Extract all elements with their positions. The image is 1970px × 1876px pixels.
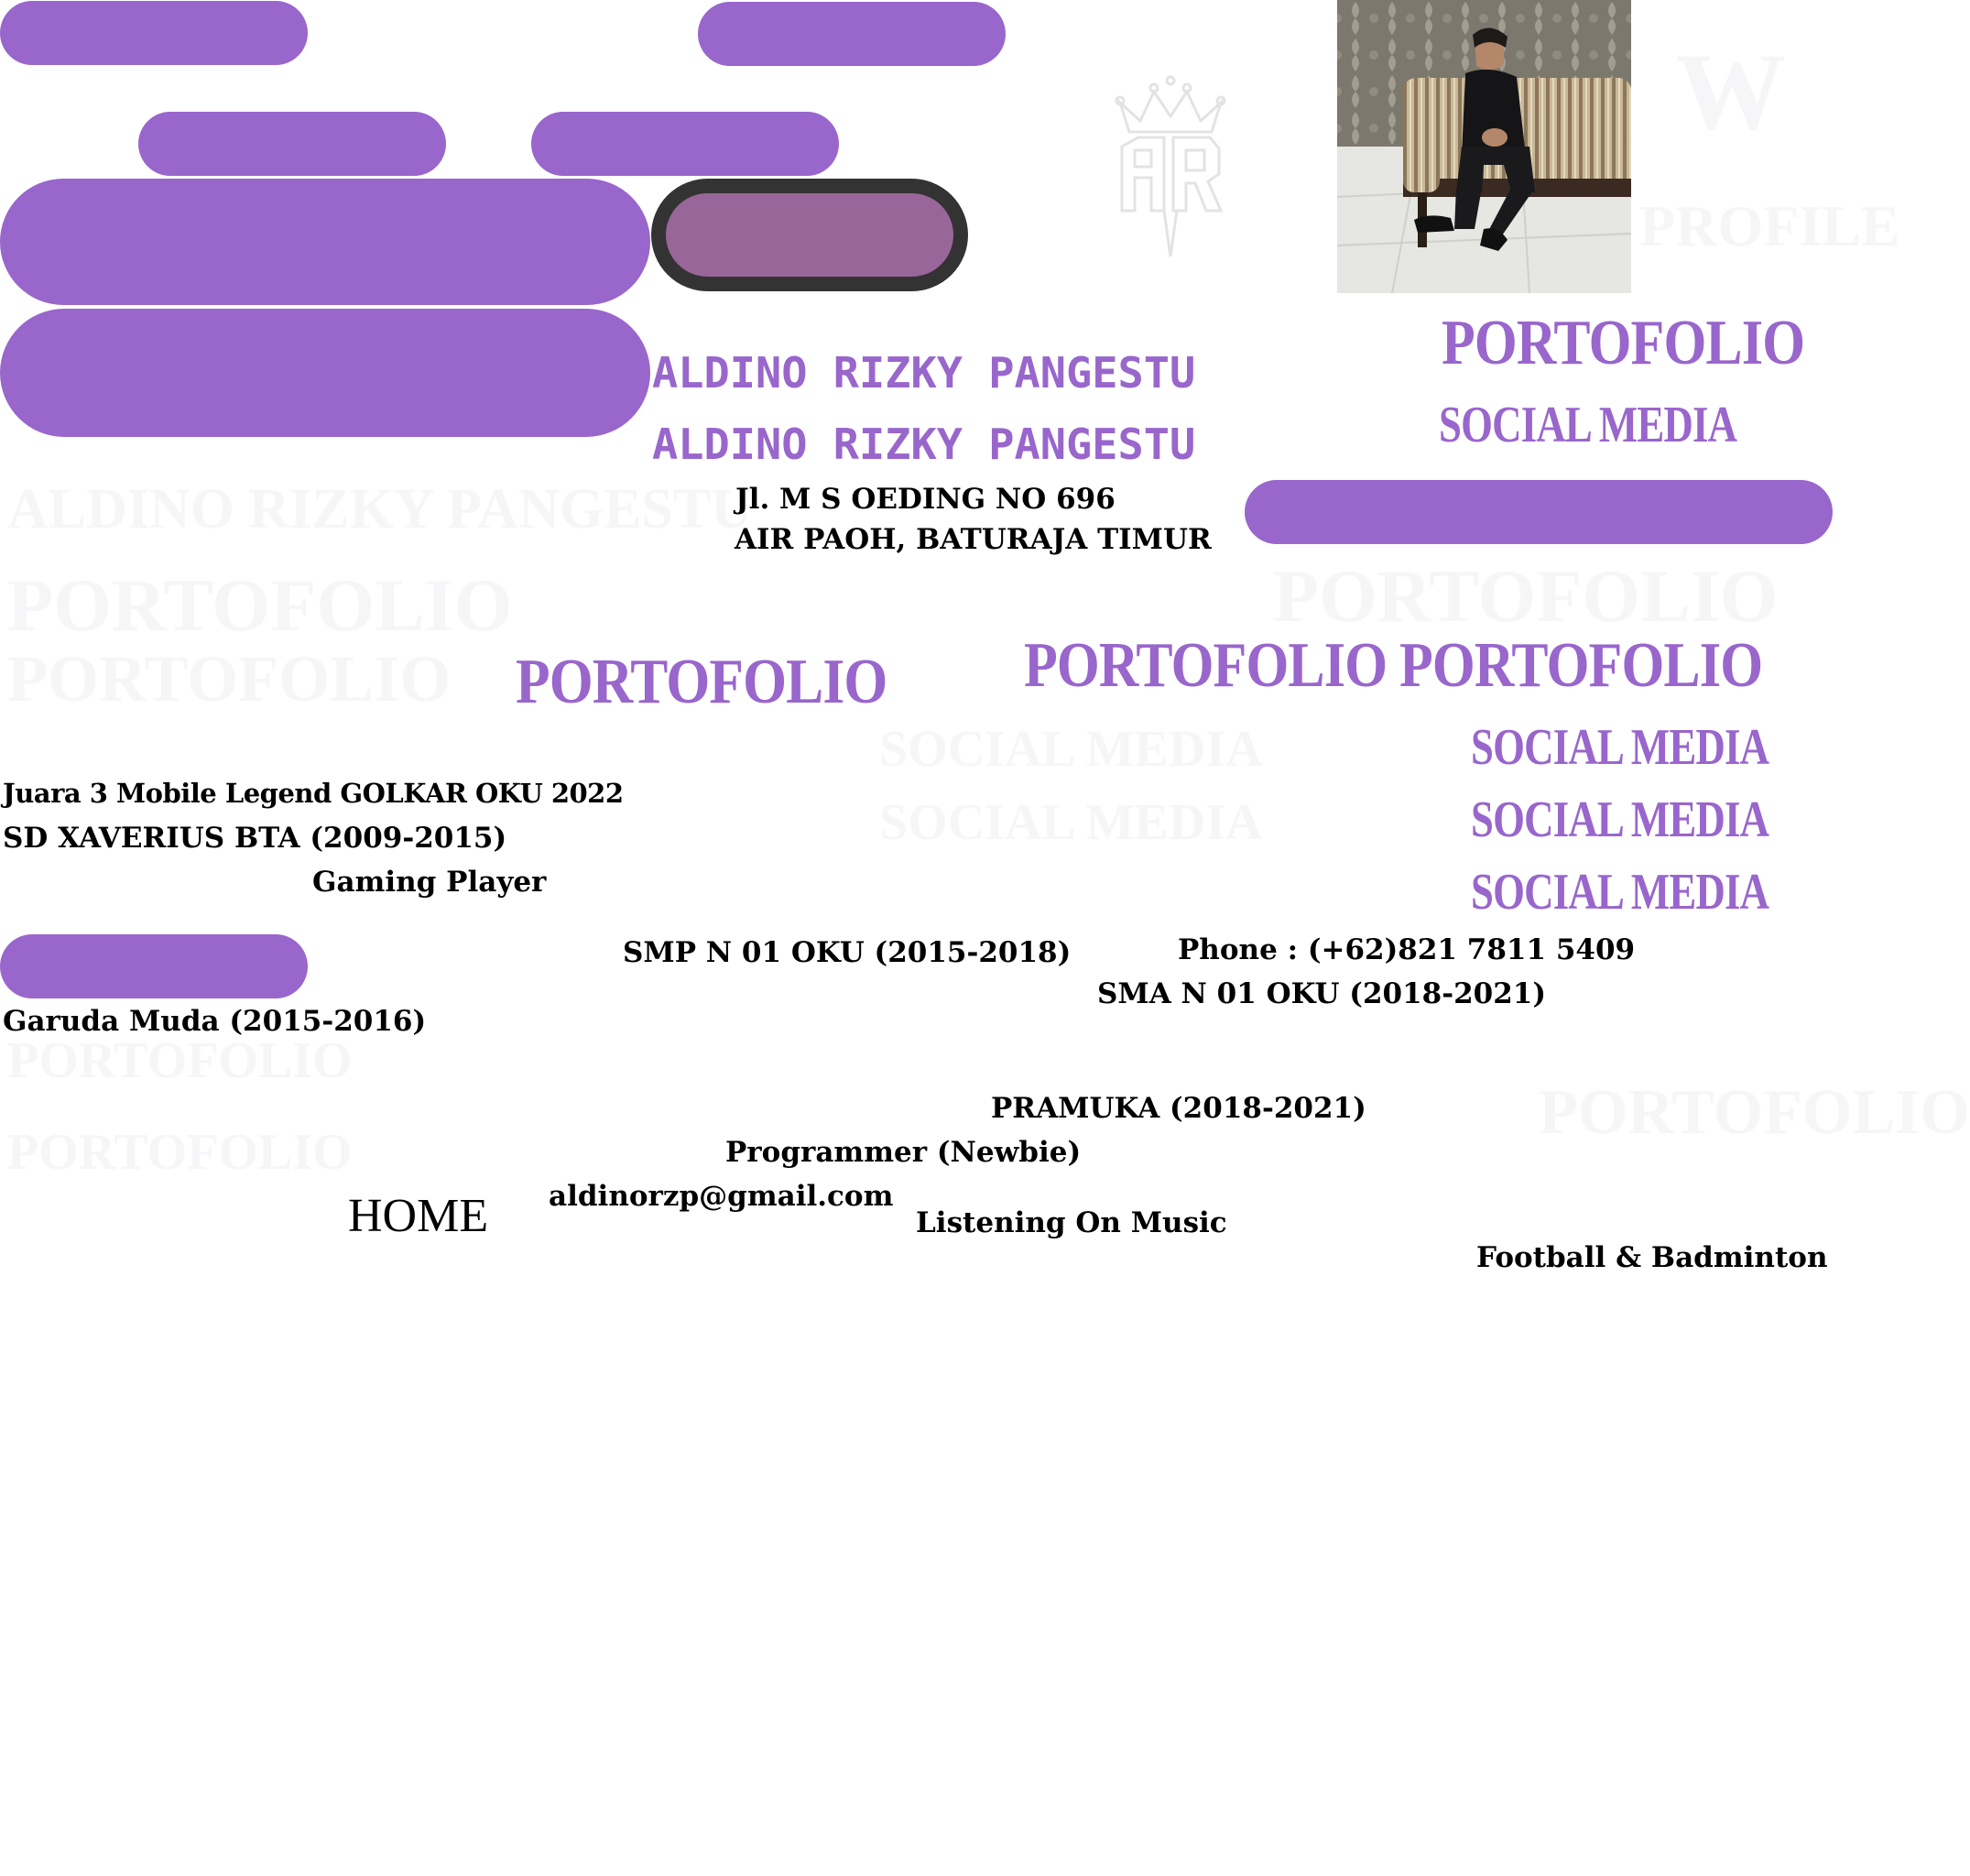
hobby-music-text: Listening On Music — [916, 1206, 1227, 1239]
social-media-link-3[interactable]: SOCIAL MEDIA — [1471, 864, 1769, 921]
school-smp-text: SMP N 01 OKU (2015-2018) — [623, 936, 1072, 969]
hobby-sport-text: Football & Badminton — [1476, 1241, 1828, 1274]
pill-button-4[interactable] — [531, 112, 839, 176]
pill-button-2[interactable] — [698, 2, 1006, 66]
ghost-text-8: PORTOFOLIO — [7, 1124, 353, 1181]
ghost-text-2: PORTOFOLIO — [7, 563, 513, 647]
phone-text: Phone : (+62)821 7811 5409 — [1178, 933, 1636, 966]
social-media-heading[interactable]: SOCIAL MEDIA — [1439, 397, 1737, 453]
address-line-1: Jl. M S OEDING NO 696 — [735, 483, 1116, 516]
ghost-text-11: PROFILE — [1639, 193, 1900, 258]
home-link[interactable]: HOME — [348, 1190, 489, 1242]
portofolio-link-left[interactable]: PORTOFOLIO — [516, 647, 887, 717]
profession-text: Programmer (Newbie) — [725, 1136, 1082, 1169]
ghost-text-10: W — [1676, 30, 1786, 152]
hobby-gaming-text: Gaming Player — [312, 866, 547, 899]
name-heading-2: ALDINO RIZKY PANGESTU — [652, 420, 1196, 469]
portofolio-heading: PORTOFOLIO — [1442, 308, 1805, 378]
portofolio-link-middle[interactable]: PORTOFOLIO — [1024, 630, 1388, 701]
scout-text: PRAMUKA (2018-2021) — [991, 1092, 1366, 1125]
pill-button-dark[interactable] — [651, 179, 968, 291]
crown-ar-monogram-icon — [1113, 75, 1228, 258]
pill-button-small[interactable] — [0, 934, 308, 998]
social-media-link-2[interactable]: SOCIAL MEDIA — [1471, 791, 1769, 848]
school-sd-text: SD XAVERIUS BTA (2009-2015) — [3, 822, 507, 855]
ghost-text-1: ALDINO RIZKY PANGESTU — [7, 478, 752, 540]
school-sma-text: SMA N 01 OKU (2018-2021) — [1097, 977, 1547, 1010]
ghost-text-7: PORTOFOLIO — [7, 1032, 353, 1089]
portofolio-link-right[interactable]: PORTOFOLIO — [1399, 630, 1763, 701]
pill-button-large-2[interactable] — [0, 309, 650, 437]
email-text: aldinorzp@gmail.com — [549, 1180, 894, 1213]
pill-button-wide[interactable] — [1245, 480, 1833, 544]
profile-photo — [1337, 0, 1631, 293]
ghost-text-9: PORTOFOLIO — [1539, 1077, 1970, 1148]
achievement-text: Juara 3 Mobile Legend GOLKAR OKU 2022 — [3, 778, 624, 809]
ghost-text-3: PORTOFOLIO — [7, 642, 452, 715]
club-text: Garuda Muda (2015-2016) — [3, 1005, 427, 1038]
pill-button-3[interactable] — [138, 112, 446, 176]
ghost-text-6: SOCIAL MEDIA — [879, 794, 1263, 851]
pill-button-1[interactable] — [0, 1, 308, 65]
social-media-link-1[interactable]: SOCIAL MEDIA — [1471, 719, 1769, 776]
ghost-text-5: SOCIAL MEDIA — [879, 721, 1263, 778]
pill-button-large-1[interactable] — [0, 179, 650, 305]
ghost-text-4: PORTOFOLIO — [1273, 554, 1779, 638]
address-line-2: AIR PAOH, BATURAJA TIMUR — [735, 523, 1212, 556]
name-heading-1: ALDINO RIZKY PANGESTU — [652, 348, 1196, 398]
